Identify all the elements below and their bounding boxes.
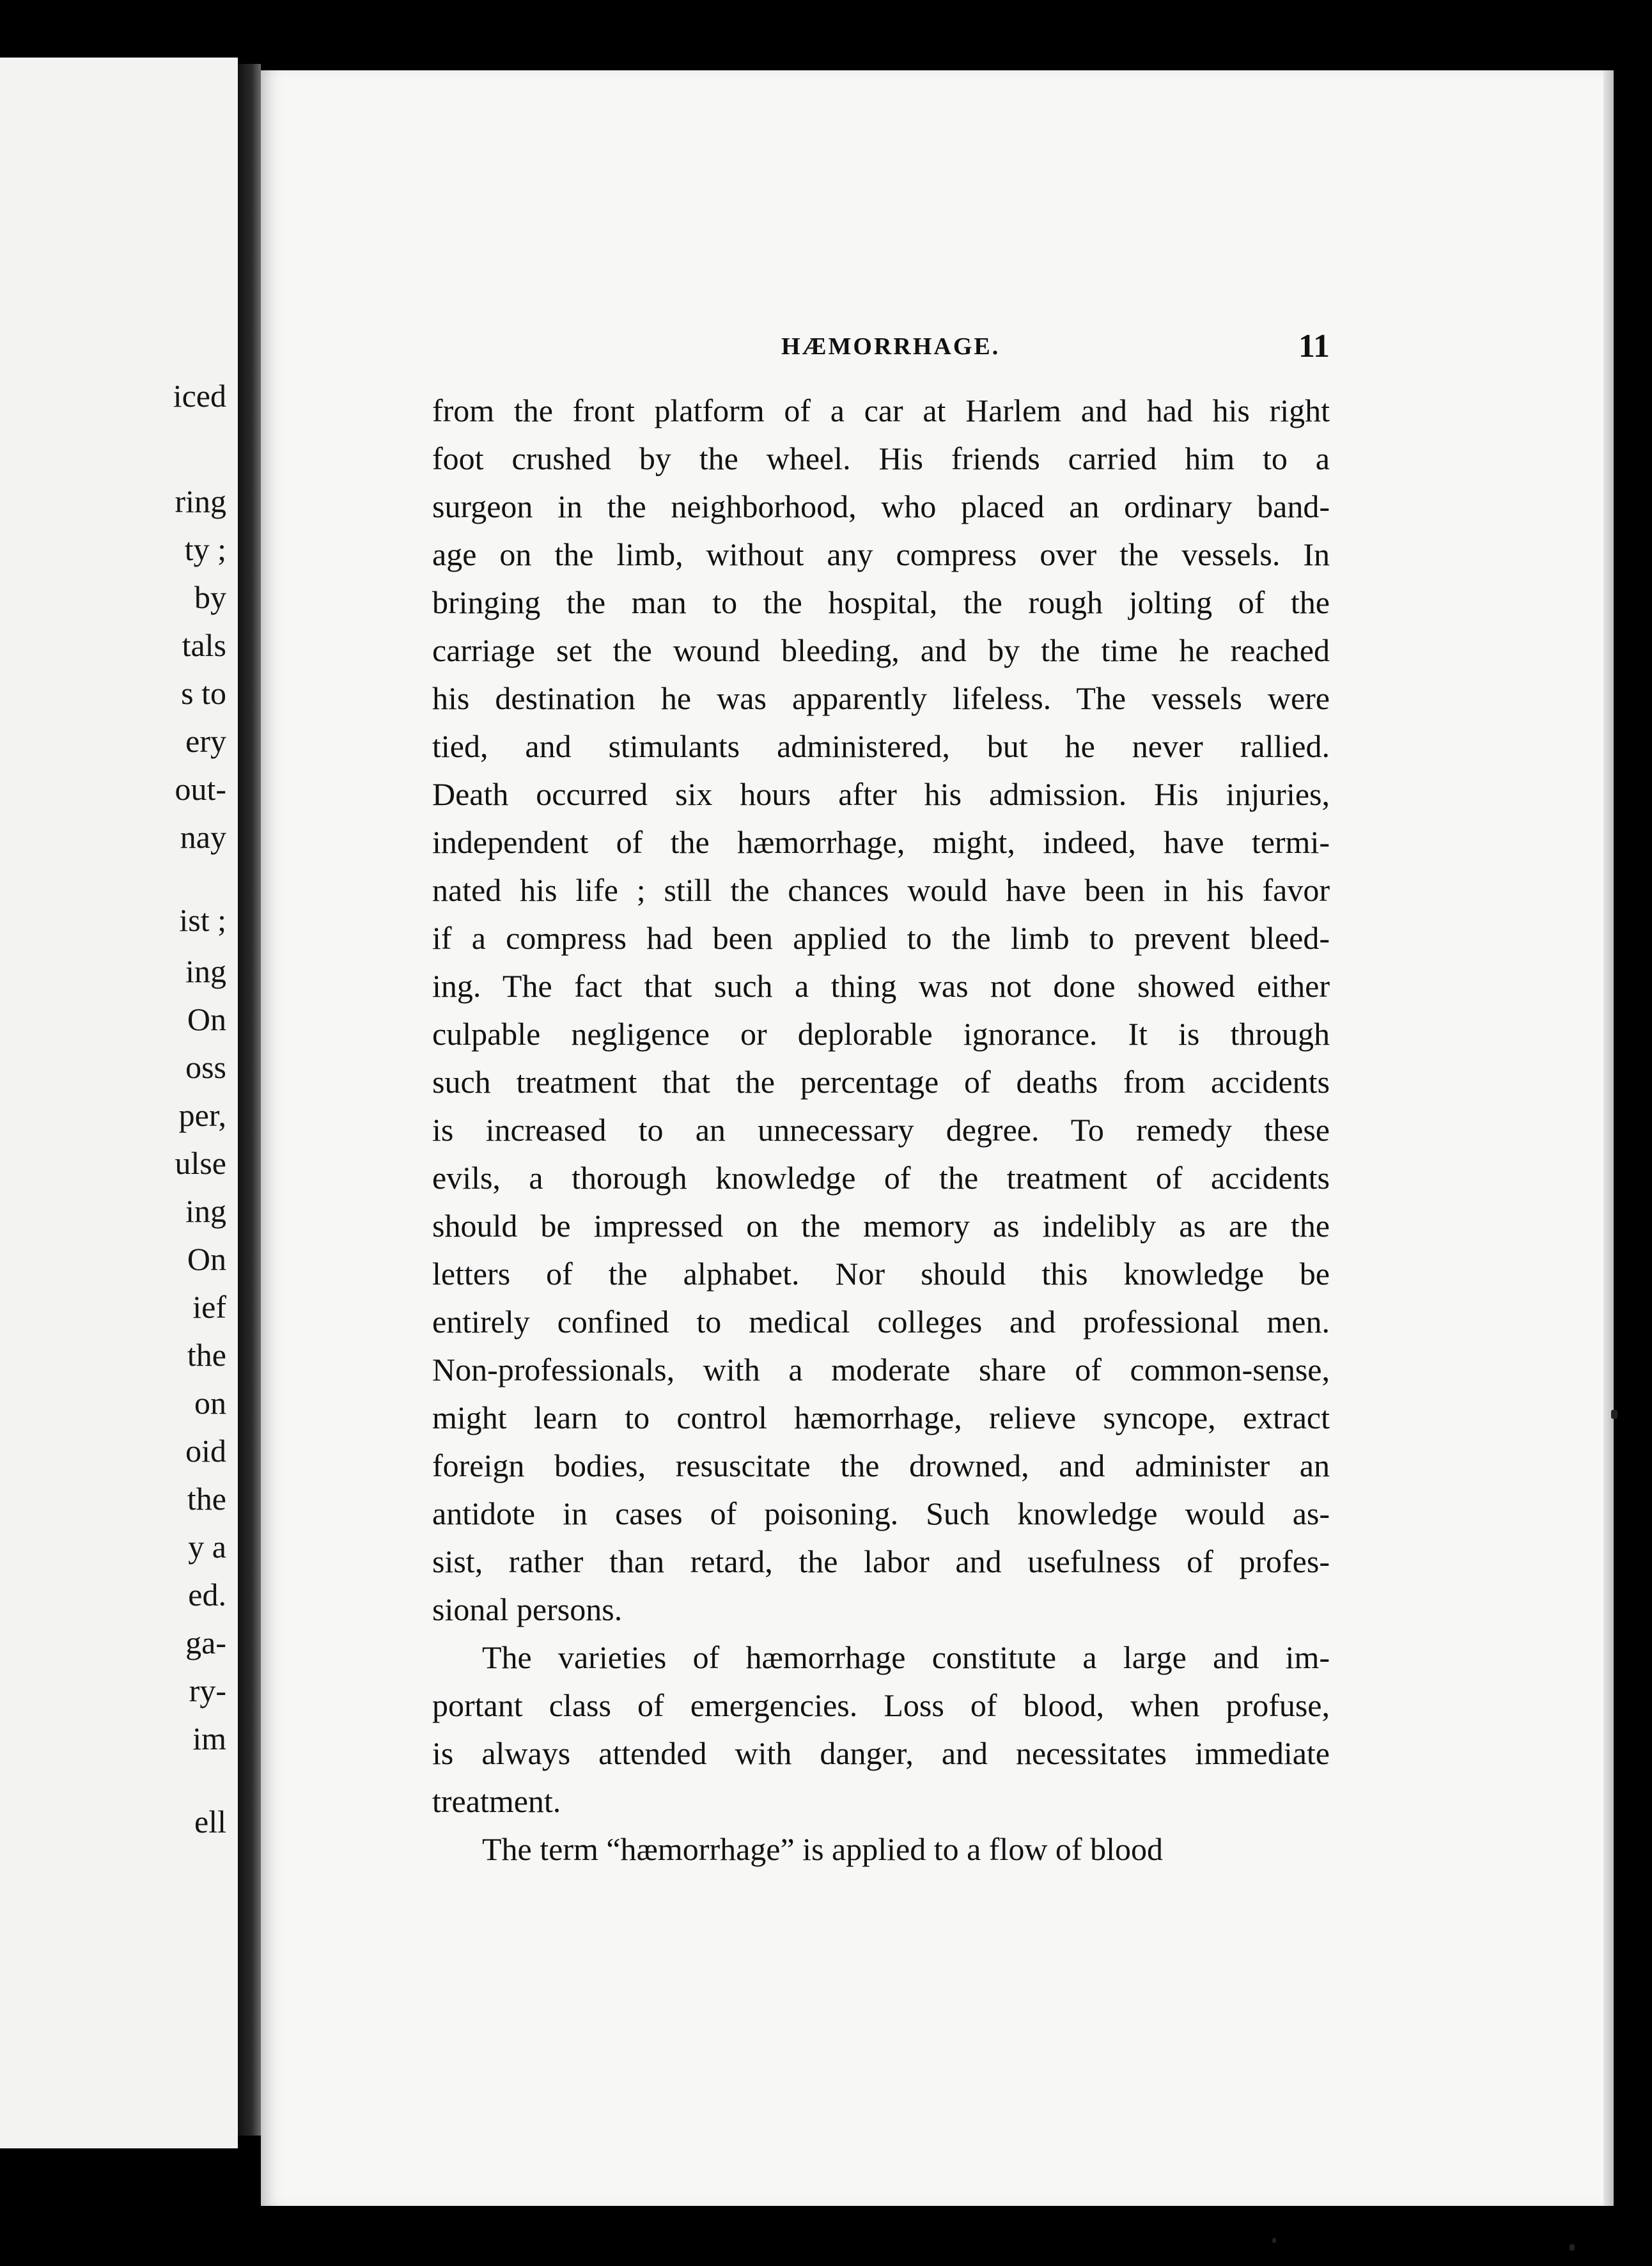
left-page-line-fragment: ga- xyxy=(185,1625,226,1660)
paragraph xyxy=(432,387,1330,1634)
page-number: 11 xyxy=(1298,328,1330,364)
text-line: treatment. xyxy=(432,1783,561,1819)
text-line: bringing the man to the hospital, the rough jolting of the xyxy=(432,584,1330,620)
text-line: age on the limb, without any compress over the vessels. In xyxy=(432,536,1330,572)
left-page-line-fragment: y a xyxy=(188,1529,226,1565)
page-edge xyxy=(1603,70,1614,2206)
left-page-line-fragment: ell xyxy=(194,1804,226,1840)
text-line: letters of the alphabet. Nor should this knowledge be xyxy=(432,1256,1330,1292)
text-line: his destination he was apparently lifeless. The vessels were xyxy=(432,680,1330,716)
left-page-line-fragment: the xyxy=(187,1337,226,1373)
text-line: foot crushed by the wheel. His friends carried him to a xyxy=(432,441,1330,476)
left-page-line-fragment: ty ; xyxy=(184,531,226,567)
text-line: nated his life ; still the chances would have been in his favor xyxy=(432,872,1330,908)
running-head: HÆMORRHAGE. xyxy=(781,333,1001,360)
scan-speck xyxy=(1570,2244,1575,2251)
left-page-line-fragment: ry- xyxy=(189,1673,226,1708)
text-line: carriage set the wound bleeding, and by the time he reached xyxy=(432,632,1330,668)
text-line: The varieties of hæmorrhage constitute a large and im- xyxy=(482,1639,1330,1675)
left-page-line-fragment: oss xyxy=(185,1049,226,1085)
text-line: ing. The fact that such a thing was not done showed either xyxy=(432,968,1330,1004)
left-page-line-fragment: im xyxy=(192,1721,226,1756)
text-line: tied, and stimulants administered, but he never rallied. xyxy=(432,728,1330,764)
text-line: evils, a thorough knowledge of the treatment of accidents xyxy=(432,1160,1330,1196)
left-page-line-fragment: the xyxy=(187,1481,226,1517)
left-page-line-fragment: iced xyxy=(173,378,226,414)
text-line: entirely confined to medical colleges and professional men. xyxy=(432,1304,1330,1340)
text-line: foreign bodies, resuscitate the drowned, and administer an xyxy=(432,1448,1330,1483)
left-page-line-fragment: ery xyxy=(185,723,226,759)
left-page-line-fragment: ulse xyxy=(175,1145,226,1181)
left-page-line-fragment: tals xyxy=(182,627,226,663)
left-page-line-fragment: out- xyxy=(175,771,226,807)
left-page-line-fragment: nay xyxy=(180,819,226,855)
text-line: portant class of emergencies. Loss of blood, when profuse, xyxy=(432,1687,1330,1723)
text-line: Death occurred six hours after his admission. His injuries, xyxy=(432,776,1330,812)
left-page-line-fragment: s to xyxy=(181,675,226,711)
left-page-line-fragment: ing xyxy=(185,1193,226,1229)
text-line: surgeon in the neighborhood, who placed an ordinary band- xyxy=(432,488,1330,524)
paragraph xyxy=(432,1825,1330,1873)
paragraph xyxy=(432,1634,1330,1825)
left-page-line-fragment: on xyxy=(194,1385,226,1421)
text-line: should be impressed on the memory as indelibly as are the xyxy=(432,1208,1330,1244)
book-spine xyxy=(238,64,261,2136)
left-page-line-fragment: ist ; xyxy=(179,902,226,938)
scan-speck xyxy=(1272,2238,1276,2243)
left-page-line-fragment: per, xyxy=(178,1097,226,1133)
text-line: sist, rather than retard, the labor and usefulness of profes- xyxy=(432,1543,1330,1579)
text-line: such treatment that the percentage of deaths from accidents xyxy=(432,1064,1330,1100)
left-page-line-fragment: ed. xyxy=(188,1577,226,1613)
text-line: is increased to an unnecessary degree. To remedy these xyxy=(432,1112,1330,1148)
body-text xyxy=(432,387,1330,1873)
left-page-line-fragment: On xyxy=(187,1001,226,1037)
scan-speck xyxy=(1611,1410,1617,1419)
left-facing-page xyxy=(0,58,238,2148)
text-line: is always attended with danger, and necessitates immediate xyxy=(432,1735,1330,1771)
text-line: The term “hæmorrhage” is applied to a flow of blood xyxy=(482,1831,1163,1867)
text-line: from the front platform of a car at Harlem and had his right xyxy=(432,393,1330,428)
left-page-line-fragment: ring xyxy=(175,483,226,519)
left-page-line-fragment: On xyxy=(187,1241,226,1277)
left-page-line-fragment: oid xyxy=(185,1433,226,1469)
page-header xyxy=(519,328,1330,384)
text-line: Non-professionals, with a moderate share of common-sense, xyxy=(432,1352,1330,1387)
text-line: independent of the hæmorrhage, might, indeed, have termi- xyxy=(432,824,1330,860)
left-page-line-fragment: by xyxy=(194,579,226,615)
left-page-line-fragment: ief xyxy=(192,1289,226,1325)
text-line: if a compress had been applied to the limb to prevent bleed- xyxy=(432,920,1330,956)
left-page-line-fragment: ing xyxy=(185,953,226,989)
text-line: might learn to control hæmorrhage, relieve syncope, extract xyxy=(432,1400,1330,1435)
text-line: culpable negligence or deplorable ignorance. It is through xyxy=(432,1016,1330,1052)
text-line: sional persons. xyxy=(432,1591,623,1627)
text-line: antidote in cases of poisoning. Such knowledge would as- xyxy=(432,1496,1330,1531)
